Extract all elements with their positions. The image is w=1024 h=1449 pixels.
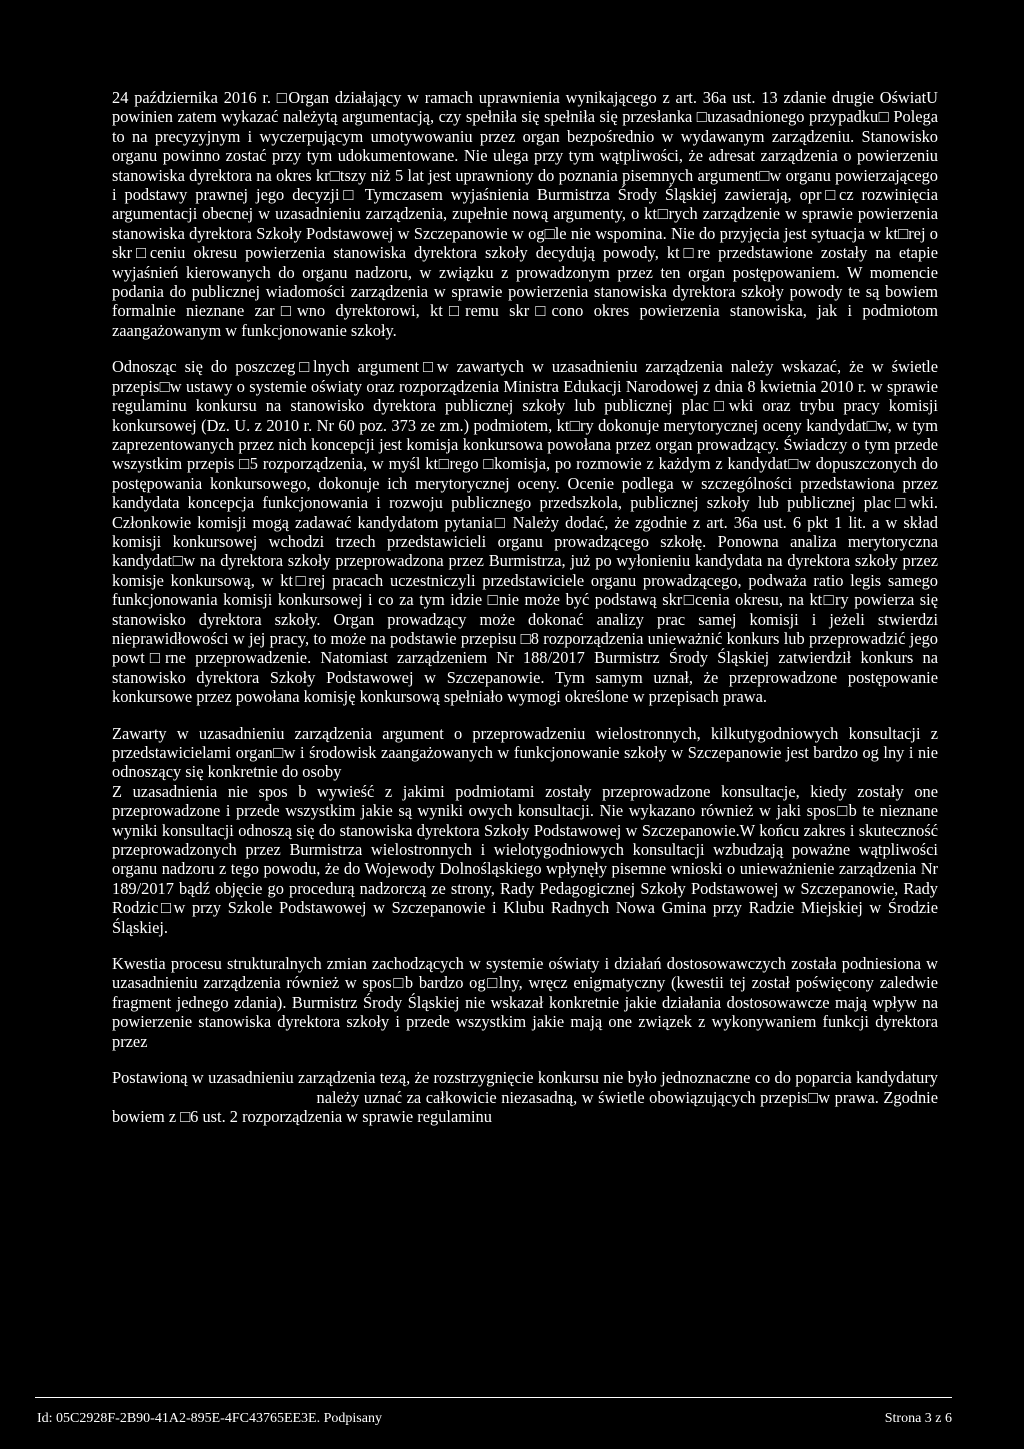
paragraph-1: 24 października 2016 r. □Organ działający w ramach uprawnienia wynikającego z art. 36a ust. 13 zdanie drugie OświatU powinien zatem wykazać należytą argumentacją, czy spełniła się spełniła się przesłanka □uzasadnionego przypadku□ Polega to na precyzyjnym i wyczerpującym umotywowaniu przez organ bezpośrednio w wydawanym zarządzeniu. Stanowisko organu powinno zostać przy tym udokumentowane. Nie ulega przy tym wątpliwości, że adresat zarządzenia o powierzeniu stanowiska dyrektora na okres kr□tszy niż 5 lat jest uprawniony do poznania pisemnych argument□w organu powierzającego i podstawy prawnej jego decyzji□ Tymczasem wyjaśnienia Burmistrza Środy Śląskiej zawierają, opr□cz rozwinięcia argumentacji obecnej w uzasadnieniu zarządzenia, zupełnie nową argumenty, o kt□rych zarządzenie w sprawie powierzenia stanowiska dyrektora Szkoły Podstawowej w Szczepanowie w og□le nie wspomina. Nie do przyjęcia jest sytuacja w kt□rej o skr□ceniu okresu powierzenia stanowiska dyrektora szkoły decydują powody, kt□re przedstawione zostały na etapie wyjaśnień kierowanych do organu nadzoru, w związku z prowadzonym przez ten organ postępowaniem. W momencie podania do publicznej wiadomości zarządzenia w sprawie powierzenia stanowiska dyrektora szkoły powody te są bowiem formalnie nieznane zar□wno dyrektorowi, kt□remu skr□cono okres powierzenia stanowiska, jak i podmiotom zaangażowanym w funkcjonowanie szkoły. xyxy=(112,88,938,340)
paragraph-4: Z uzasadnienia nie spos b wywieść z jakimi podmiotami zostały przeprowadzone konsultacje, kiedy zostały one przeprowadzone i przede wszystkim jakie są wyniki owych konsultacji. Nie wykazano również w jaki spos□b te nieznane wyniki konsultacji odnoszą się do stanowiska dyrektora Szkoły Podstawowej w Szczepanowie.W końcu zakres i skuteczność przeprowadzonych przez Burmistrza wielostronnych i wielotygodniowych konsultacji wzbudzają poważne wątpliwości organu nadzoru z tego powodu, że do Wojewody Dolnośląskiego wpłynęły pisemne wnioski o unieważnienie zarządzenia Nr 189/2017 bądź objęcie go procedurą nadzorczą ze strony, Rady Pedagogicznej Szkoły Podstawowej w Szczepanowie, Rady Rodzic□w przy Szkole Podstawowej w Szczepanowie i Klubu Radnych Nowa Gmina przy Radzie Miejskiej w Środzie Śląskiej. xyxy=(112,781,938,937)
paragraph-5: Kwestia procesu strukturalnych zmian zachodzących w systemie oświaty i działań dostosowawczych została podniesiona w uzasadnieniu zarządzenia również w spos□b bardzo og□lny, wręcz enigmatyczny (kwestii tej został poświęcony zaledwie fragment jednego zdania). Burmistrz Środy Śląskiej nie wskazał konkretnie jakie działania dostosowawcze mają wpływ na powierzenie stanowiska dyrektora szkoły i przede wszystkim jakie mają one związek z wykonywaniem funkcji dyrektora przez xyxy=(112,954,938,1051)
paragraph-6-text-end: należy uznać za całkowicie niezasadną, w świetle obowiązujących przepis□w prawa. Zgodnie bowiem z □6 ust. 2 rozporządzenia w sprawie regulaminu xyxy=(112,1087,938,1126)
footer-page-number: Strona 3 z 6 xyxy=(884,1411,952,1426)
paragraph-2: Odnosząc się do poszczeg□lnych argument□w zawartych w uzasadnieniu zarządzenia należy wskazać, że w świetle przepis□w ustawy o systemie oświaty oraz rozporządzenia Ministra Edukacji Narodowej z dnia 8 kwietnia 2010 r. w sprawie regulaminu konkursu na stanowisko dyrektora publicznej szkoły lub publicznej plac□wki oraz trybu pracy komisji konkursowej (Dz. U. z 2010 r. Nr 60 poz. 373 ze zm.) podmiotem, kt□ry dokonuje merytorycznej oceny kandydat□w, w tym zaprezentowanych przez nich koncepcji jest komisja konkursowa powołana przez organ prowadzący. Świadczy o tym przede wszystkim przepis □5 rozporządzenia, w myśl kt□rego □komisja, po rozmowie z każdym z kandydat□w dopuszczonych do postępowania konkursowego, dokonuje ich merytorycznej oceny. Ocenie podlega w szczególności przedstawiona przez kandydata koncepcja funkcjonowania i rozwoju publicznego przedszkola, publicznej szkoły lub publicznej plac□wki. Członkowie komisji mogą zadawać kandydatom pytania□ Należy dodać, że zgodnie z art. 36a ust. 6 pkt 1 lit. a w skład komisji konkursowej wchodzi trzech przedstawicieli organu prowadzącego szkołę. Ponowna analiza merytoryczna kandydat□w na dyrektora szkoły przeprowadzona przez Burmistrza, już po wyłonieniu kandydata na dyrektora szkoły przez komisje konkursową, w kt□rej pracach uczestniczyli przedstawiciele organu prowadzącego, podważa ratio legis samego funkcjonowania komisji konkursowej i co za tym idzie □nie może być podstawą skr□cenia okresu, na kt□ry powierza się stanowisko dyrektora szkoły. Organ prowadzący może dokonać analizy prac samej komisji i jeżeli stwierdzi nieprawidłowości w jej pracy, to może na podstawie przepisu □8 rozporządzenia unieważnić konkurs lub przeprowadzić jego powt□rne przeprowadzenie. Natomiast zarządzeniem Nr 188/2017 Burmistrz Środy Śląskiej zatwierdził konkurs na stanowisko dyrektora Szkoły Podstawowej w Szczepanowie. Tym samym uznał, że przeprowadzone postępowanie konkursowe przez powołana komisję konkursową spełniało wymogi określone w przepisach prawa. xyxy=(112,357,938,707)
document-body xyxy=(112,88,938,1126)
paragraph-6-text-start: Postawioną w uzasadnieniu zarządzenia tezą, że rozstrzygnięcie konkursu nie było jednoznaczne co do poparcia kandydatury xyxy=(112,1068,938,1088)
footer-divider xyxy=(35,1397,952,1398)
footer-document-id: Id: 05C2928F-2B90-41A2-895E-4FC43765EE3E. Podpisany xyxy=(37,1411,382,1426)
paragraph-3: Zawarty w uzasadnieniu zarządzenia argument o przeprowadzeniu wielostronnych, kilkutygodniowych konsultacji z przedstawicielami organ□w i środowisk zaangażowanych w funkcjonowanie szkoły w Szczepanowie jest bardzo og lny i nie odnoszący się konkretnie do osoby xyxy=(112,723,938,782)
redacted-name xyxy=(112,1091,312,1103)
paragraph-6 xyxy=(112,1068,938,1126)
